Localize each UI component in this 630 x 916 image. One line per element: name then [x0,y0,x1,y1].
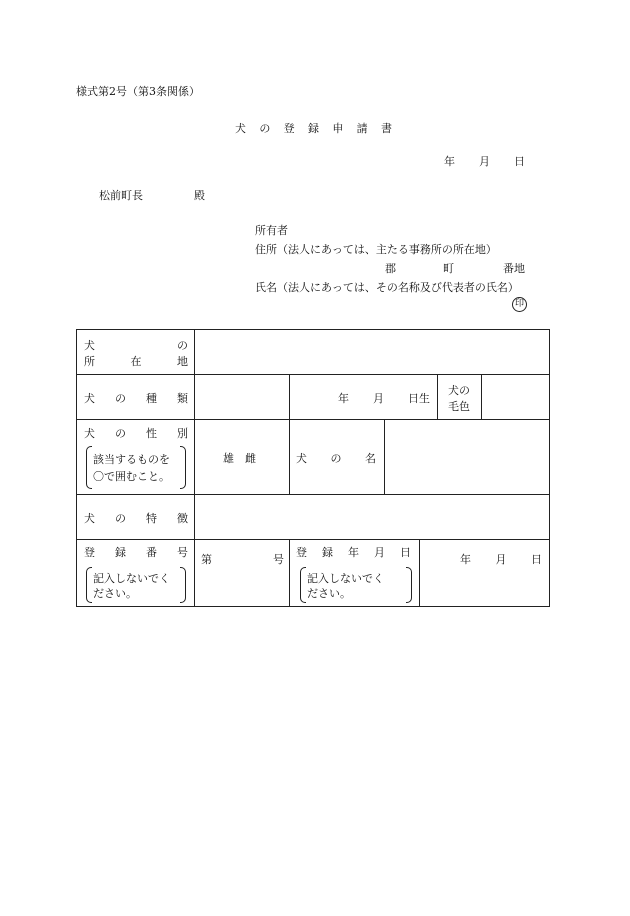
table-rule [194,329,195,607]
label-registration-date: 登 録 年 月 日 [296,546,411,559]
label-dog-sex: 犬 の 性 別 [84,427,188,440]
table-rule [289,539,290,606]
table-rule [76,539,550,540]
label-dog-location: 所 在 地 [84,355,188,368]
label-registration-number: 登 録 番 号 [84,546,188,559]
registration-date-field[interactable]: 年 月 日 [460,553,542,566]
table-rule [76,419,550,420]
dog-location-field[interactable] [198,333,544,371]
table-rule [481,374,482,419]
dog-birth-date[interactable]: 年 月 日生 [338,392,430,405]
addressee-honorific: 殿 [194,189,205,202]
table-rule [76,329,77,607]
table-rule [76,329,550,330]
form-number: 様式第2号（第3条関係） [76,85,200,98]
dog-name-field[interactable] [389,423,545,491]
name-label: 氏名（法人にあっては、その名称及び代表者の氏名） [255,281,519,294]
seal-mark: 印 [512,297,527,312]
sex-note: 〇で囲むこと。 [93,470,170,483]
dog-breed-field[interactable] [198,378,286,416]
registration-date-note: ださい。 [307,587,351,600]
owner-label: 所有者 [255,224,288,237]
table-rule [549,329,550,607]
label-coat-color: 毛色 [448,400,470,413]
registration-date-note: 記入しないでく [307,572,384,585]
table-rule [384,419,385,494]
coat-color-field[interactable] [486,378,546,416]
table-rule [437,374,438,419]
address-unit-banchi: 番地 [503,262,525,275]
address-label: 住所（法人にあっては、主たる事務所の所在地） [255,243,497,256]
table-rule [289,419,290,494]
table-rule [76,494,550,495]
sex-note: 該当するものを [93,453,170,466]
label-coat-color: 犬の [448,384,470,397]
label-dog-breed: 犬 の 種 類 [84,392,188,405]
registration-number-prefix: 第 [201,553,212,566]
address-unit-cho: 町 [443,262,454,275]
application-date: 年 月 日 [444,155,525,168]
table-rule [289,374,290,419]
table-rule [419,539,420,606]
registration-number-note: ださい。 [93,587,137,600]
addressee-name: 松前町長 [99,189,143,202]
document-title: 犬 の 登 録 申 請 書 [235,122,392,135]
table-rule [76,606,550,607]
registration-number-note: 記入しないでく [93,572,170,585]
address-unit-gun: 郡 [385,262,396,275]
label-dog-location: 犬 の [84,339,188,352]
registration-number-suffix: 号 [273,553,284,566]
table-rule [76,374,550,375]
label-dog-name: 犬 の 名 [296,452,376,465]
dog-features-field[interactable] [198,498,544,536]
label-dog-features: 犬 の 特 徴 [84,512,188,525]
registration-table [76,329,550,607]
sex-options[interactable]: 雄 雌 [223,452,256,465]
